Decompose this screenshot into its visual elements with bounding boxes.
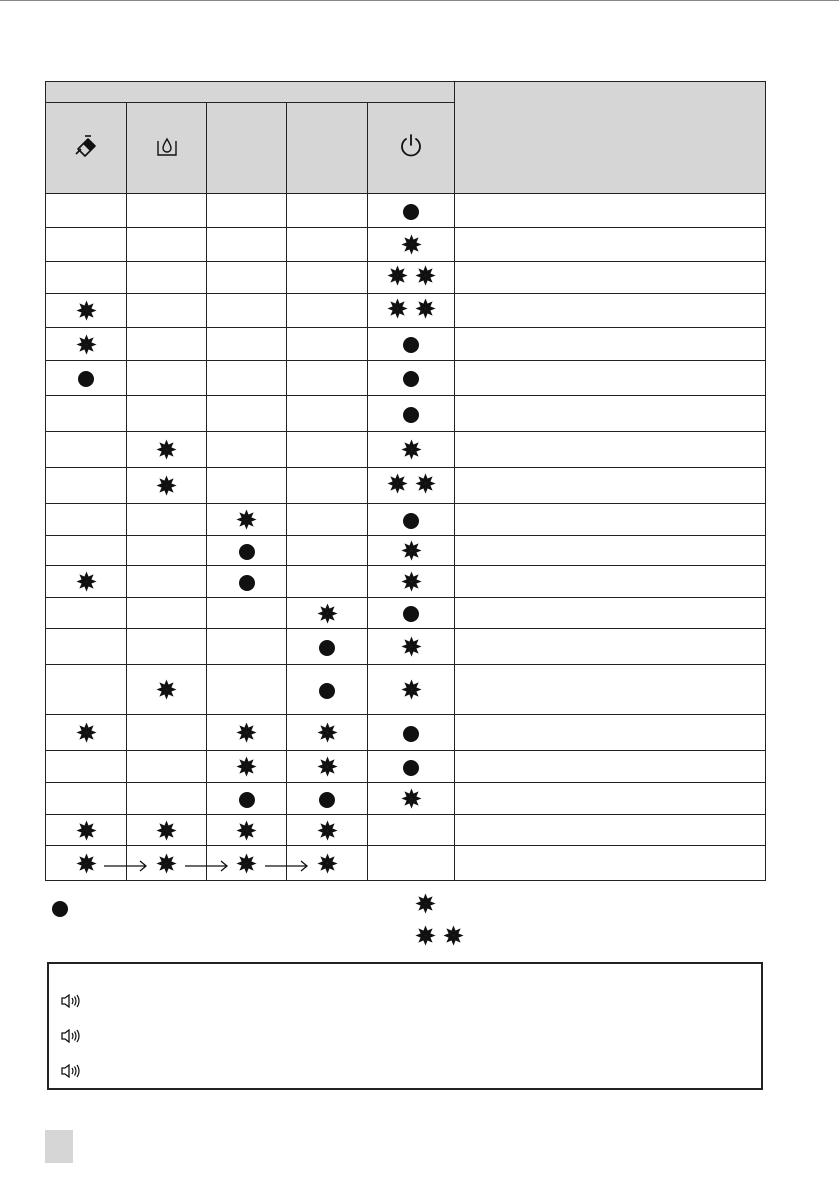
indicator-cell: [368, 815, 455, 846]
table-row: [46, 228, 766, 262]
led-blink-icon: [235, 852, 258, 875]
column-header-power: [368, 103, 455, 194]
power-icon: [398, 133, 424, 159]
indicator-cell: [127, 294, 207, 328]
indicator-cell: [287, 815, 368, 846]
row-description: [455, 598, 766, 629]
indicator-cell: [368, 783, 455, 815]
indicator-cell: [368, 536, 455, 566]
indicator-cell: [287, 715, 368, 751]
indicator-cell: [207, 328, 287, 361]
indicator-cell: [207, 629, 287, 665]
indicator-cell: [287, 262, 368, 294]
led-blink-icon: [235, 721, 258, 744]
legend-fast-blink: [414, 924, 473, 947]
row-description: [455, 566, 766, 598]
indicator-cell: [46, 846, 127, 881]
led-blink-icon: [155, 819, 178, 842]
table-row: [46, 294, 766, 328]
led-blink-icon: [316, 755, 339, 778]
indicator-cell: [46, 361, 127, 396]
row-description: [455, 536, 766, 566]
indicator-cell: [46, 328, 127, 361]
row-description: [455, 783, 766, 815]
indicator-cell: [127, 665, 207, 715]
row-description: [455, 194, 766, 228]
table-row: [46, 432, 766, 468]
indicator-cell: [207, 815, 287, 846]
speaker-icon: [61, 1028, 81, 1048]
led-blink-icon: [400, 570, 423, 593]
led-on-icon: [403, 726, 419, 742]
led-blink-icon: [414, 892, 437, 915]
led-on-icon: [239, 575, 255, 591]
row-description: [455, 361, 766, 396]
indicator-cell: [127, 262, 207, 294]
indicator-cell: [287, 598, 368, 629]
note-line-1: [61, 993, 89, 1013]
row-description: [455, 715, 766, 751]
led-fast-blink-icon: [386, 472, 437, 495]
indicator-cell: [207, 566, 287, 598]
page-number-box: [45, 1130, 73, 1163]
indicator-cell: [127, 396, 207, 432]
indicator-cell: [46, 815, 127, 846]
indicator-cell: [46, 783, 127, 815]
column-header-4: [287, 103, 368, 194]
description-header: [455, 82, 766, 194]
table-row: [46, 846, 766, 881]
indicator-cell: [127, 566, 207, 598]
indicator-cell: [287, 629, 368, 665]
row-description: [455, 468, 766, 504]
indicator-cell: [368, 262, 455, 294]
led-on-icon: [403, 337, 419, 353]
indicator-cell: [368, 751, 455, 783]
indicator-cell: [46, 194, 127, 228]
indicator-cell: [287, 194, 368, 228]
indicator-cell: [127, 598, 207, 629]
indicator-cell: [368, 468, 455, 504]
note-line-3: [61, 1063, 89, 1083]
indicator-cell: [46, 228, 127, 262]
table-row: [46, 328, 766, 361]
led-on-icon: [403, 513, 419, 529]
status-indicator-table: [45, 81, 766, 881]
indicator-cell: [368, 504, 455, 536]
indicator-cell: [207, 504, 287, 536]
indicator-cell: [127, 846, 207, 881]
led-on-icon: [239, 792, 255, 808]
water-tank-icon: [155, 134, 179, 158]
led-on-icon: [319, 792, 335, 808]
led-on-icon: [403, 371, 419, 387]
led-blink-icon: [400, 678, 423, 701]
indicator-cell: [287, 294, 368, 328]
row-description: [455, 432, 766, 468]
indicator-cell: [287, 536, 368, 566]
indicator-cell: [368, 396, 455, 432]
indicator-cell: [368, 432, 455, 468]
led-blink-icon: [316, 852, 339, 875]
indicator-cell: [127, 715, 207, 751]
indicator-cell: [127, 328, 207, 361]
legend-blink: [414, 892, 445, 915]
table-row: [46, 715, 766, 751]
column-header-3: [207, 103, 287, 194]
indicator-cell: [46, 432, 127, 468]
led-blink-icon: [75, 721, 98, 744]
table-row: [46, 665, 766, 715]
note-line-2: [61, 1028, 89, 1048]
table-row: [46, 262, 766, 294]
indicator-cell: [207, 665, 287, 715]
table-row: [46, 536, 766, 566]
indicator-cell: [46, 598, 127, 629]
led-on-icon: [319, 640, 335, 656]
column-header-water: [127, 103, 207, 194]
table-row: [46, 194, 766, 228]
row-description: [455, 262, 766, 294]
row-description: [455, 815, 766, 846]
indicator-cell: [127, 361, 207, 396]
top-rule: [0, 0, 839, 1]
row-description: [455, 629, 766, 665]
indicator-cell: [46, 715, 127, 751]
indicator-cell: [46, 751, 127, 783]
indicator-cell: [287, 783, 368, 815]
led-on-icon: [403, 760, 419, 776]
indicator-cell: [46, 566, 127, 598]
indicator-cell: [287, 328, 368, 361]
led-blink-icon: [235, 508, 258, 531]
led-blink-icon: [75, 570, 98, 593]
indicator-cell: [46, 665, 127, 715]
led-on-icon: [403, 407, 419, 423]
speaker-icon: [61, 1063, 81, 1083]
table-row: [46, 504, 766, 536]
indicator-cell: [207, 751, 287, 783]
indicator-cell: [46, 536, 127, 566]
indicator-cell: [46, 468, 127, 504]
led-blink-icon: [316, 602, 339, 625]
led-blink-icon: [400, 635, 423, 658]
indicator-cell: [287, 468, 368, 504]
indicator-cell: [127, 432, 207, 468]
indicator-cell: [287, 566, 368, 598]
indicator-cell: [127, 536, 207, 566]
led-fast-blink-icon: [386, 264, 437, 287]
led-on-icon: [52, 901, 68, 917]
led-blink-icon: [75, 852, 98, 875]
legend-on: [52, 901, 76, 917]
table-row: [46, 751, 766, 783]
table-row: [46, 468, 766, 504]
led-blink-icon: [400, 438, 423, 461]
indicator-cell: [287, 665, 368, 715]
led-blink-icon: [400, 539, 423, 562]
indicator-cell: [287, 432, 368, 468]
indicator-cell: [368, 566, 455, 598]
indicator-cell: [287, 396, 368, 432]
indicator-cell: [127, 815, 207, 846]
indicator-cell: [207, 598, 287, 629]
indicator-cell: [207, 432, 287, 468]
indicator-cell: [368, 228, 455, 262]
led-blink-icon: [155, 474, 178, 497]
led-on-icon: [239, 544, 255, 560]
led-blink-icon: [155, 438, 178, 461]
row-description: [455, 751, 766, 783]
indicator-cell: [46, 629, 127, 665]
indicator-cell: [207, 715, 287, 751]
row-description: [455, 846, 766, 881]
table-row: [46, 361, 766, 396]
indicator-cell: [368, 629, 455, 665]
led-on-icon: [403, 606, 419, 622]
indicator-cell: [207, 846, 287, 881]
indicator-cell: [46, 396, 127, 432]
led-blink-icon: [235, 819, 258, 842]
indicator-cell: [368, 328, 455, 361]
sound-notes-box: [47, 962, 763, 1090]
row-description: [455, 665, 766, 715]
indicator-cell: [368, 665, 455, 715]
table-row: [46, 598, 766, 629]
table-row: [46, 629, 766, 665]
led-blink-icon: [400, 787, 423, 810]
led-blink-icon: [75, 819, 98, 842]
indicator-cell: [207, 361, 287, 396]
led-on-icon: [78, 371, 94, 387]
indicator-cell: [207, 396, 287, 432]
indicator-group-header: [46, 82, 455, 103]
table-row: [46, 815, 766, 846]
filter-pad-icon: [73, 134, 99, 158]
led-blink-icon: [75, 299, 98, 322]
table-row: [46, 396, 766, 432]
indicator-cell: [127, 228, 207, 262]
indicator-cell: [127, 194, 207, 228]
indicator-cell: [207, 228, 287, 262]
indicator-cell: [368, 361, 455, 396]
indicator-cell: [207, 194, 287, 228]
indicator-cell: [368, 598, 455, 629]
indicator-cell: [287, 504, 368, 536]
indicator-cell: [368, 194, 455, 228]
indicator-cell: [207, 536, 287, 566]
indicator-cell: [287, 228, 368, 262]
indicator-cell: [368, 715, 455, 751]
led-on-icon: [319, 683, 335, 699]
table-row: [46, 566, 766, 598]
led-blink-icon: [235, 755, 258, 778]
row-description: [455, 228, 766, 262]
indicator-cell: [287, 361, 368, 396]
indicator-cell: [46, 294, 127, 328]
led-blink-icon: [75, 333, 98, 356]
indicator-cell: [287, 751, 368, 783]
indicator-cell: [368, 294, 455, 328]
indicator-cell: [207, 468, 287, 504]
indicator-cell: [127, 751, 207, 783]
indicator-cell: [127, 783, 207, 815]
indicator-cell: [46, 262, 127, 294]
led-blink-icon: [155, 678, 178, 701]
indicator-cell: [207, 783, 287, 815]
led-fast-blink-icon: [386, 297, 437, 320]
indicator-cell: [127, 504, 207, 536]
table-row: [46, 783, 766, 815]
indicator-cell: [368, 846, 455, 881]
led-fast-blink-icon: [414, 924, 465, 947]
speaker-icon: [61, 993, 81, 1013]
row-description: [455, 396, 766, 432]
column-header-filter: [46, 103, 127, 194]
indicator-cell: [207, 262, 287, 294]
led-blink-icon: [316, 721, 339, 744]
led-on-icon: [403, 204, 419, 220]
indicator-cell: [127, 468, 207, 504]
led-blink-icon: [400, 233, 423, 256]
led-blink-icon: [316, 819, 339, 842]
led-blink-icon: [155, 852, 178, 875]
row-description: [455, 328, 766, 361]
row-description: [455, 294, 766, 328]
indicator-cell: [287, 846, 368, 881]
indicator-cell: [46, 504, 127, 536]
indicator-cell: [207, 294, 287, 328]
indicator-cell: [127, 629, 207, 665]
row-description: [455, 504, 766, 536]
